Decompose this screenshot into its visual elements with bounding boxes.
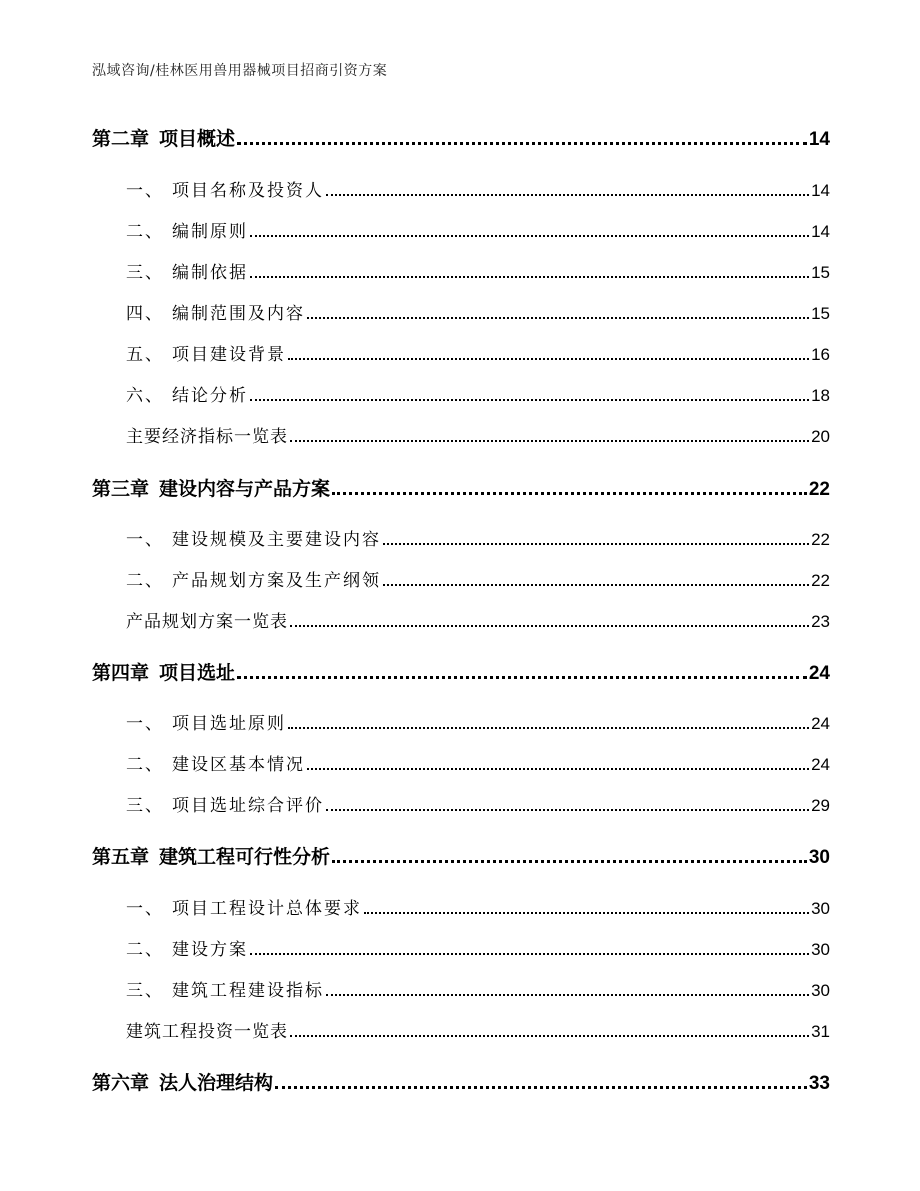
toc-section-number: 二、 <box>126 755 164 775</box>
toc-section-title: 建设区基本情况 <box>172 755 305 775</box>
toc-leader-dots <box>288 358 809 360</box>
toc-page-number: 14 <box>811 222 830 241</box>
toc-chapter-number: 第六章 <box>92 1072 150 1094</box>
toc-section[interactable] <box>126 935 830 959</box>
toc-section-number: 一、 <box>126 899 164 919</box>
toc-section-number: 二、 <box>126 571 164 591</box>
toc-leader-dots <box>237 142 807 145</box>
toc-section-title: 项目名称及投资人 <box>172 181 324 201</box>
toc-chapter-title: 项目概述 <box>159 128 236 150</box>
toc-chapter-title: 法人治理结构 <box>159 1072 274 1094</box>
toc-section-number: 三、 <box>126 981 164 1001</box>
toc-page-number: 14 <box>808 129 830 150</box>
toc-page-number: 30 <box>811 940 830 959</box>
toc-leader-dots <box>326 994 809 996</box>
toc-section-title: 项目选址原则 <box>172 714 286 734</box>
toc-leader-dots <box>275 1086 807 1089</box>
toc-leader-dots <box>290 1035 809 1037</box>
toc-page-number: 14 <box>811 181 830 200</box>
toc-section-title: 项目工程设计总体要求 <box>172 899 362 919</box>
toc-page-number: 22 <box>811 571 830 590</box>
toc-page-number: 20 <box>811 427 830 446</box>
toc-table-title: 建筑工程投资一览表 <box>126 1022 288 1042</box>
toc-page-number: 22 <box>811 530 830 549</box>
toc-chapter-4[interactable] <box>92 658 830 682</box>
toc-section-title: 建筑工程建设指标 <box>172 981 324 1001</box>
toc-table-entry[interactable] <box>126 607 830 631</box>
toc-leader-dots <box>250 276 809 278</box>
toc-table-title: 主要经济指标一览表 <box>126 427 288 447</box>
toc-section-number: 五、 <box>126 345 164 365</box>
toc-section-title: 编制范围及内容 <box>172 304 305 324</box>
toc-chapter-number: 第四章 <box>92 662 150 684</box>
toc-leader-dots <box>383 584 809 586</box>
toc-section[interactable] <box>126 525 830 549</box>
toc-page-number: 29 <box>811 796 830 815</box>
toc-section-number: 一、 <box>126 714 164 734</box>
toc-section-number: 四、 <box>126 304 164 324</box>
toc-section-title: 建设规模及主要建设内容 <box>172 530 381 550</box>
toc-chapter-title: 项目选址 <box>159 662 236 684</box>
page-header: 泓域咨询/桂林医用兽用器械项目招商引资方案 <box>92 63 388 79</box>
toc-section-title: 产品规划方案及生产纲领 <box>172 571 381 591</box>
toc-section-number: 三、 <box>126 263 164 283</box>
toc-leader-dots <box>250 399 809 401</box>
toc-chapter-title: 建筑工程可行性分析 <box>159 846 331 868</box>
toc-section[interactable] <box>126 976 830 1000</box>
toc-page-number: 18 <box>811 386 830 405</box>
toc-leader-dots <box>250 235 809 237</box>
toc-chapter-2[interactable] <box>92 124 830 148</box>
toc-leader-dots <box>383 543 809 545</box>
toc-page-number: 30 <box>808 847 830 868</box>
toc-page-number: 23 <box>811 612 830 631</box>
toc-leader-dots <box>237 676 807 679</box>
toc-leader-dots <box>288 727 809 729</box>
toc-chapter-6[interactable] <box>92 1068 830 1092</box>
toc-leader-dots <box>250 953 809 955</box>
toc-chapter-number: 第二章 <box>92 128 150 150</box>
toc-section-number: 三、 <box>126 796 164 816</box>
toc-leader-dots <box>364 912 809 914</box>
toc-page-number: 33 <box>808 1073 830 1094</box>
toc-leader-dots <box>332 860 807 863</box>
toc-chapter-number: 第三章 <box>92 478 150 500</box>
toc-section[interactable] <box>126 750 830 774</box>
toc-table-entry[interactable] <box>126 422 830 446</box>
toc-section[interactable] <box>126 566 830 590</box>
toc-section[interactable] <box>126 217 830 241</box>
toc-section-number: 二、 <box>126 940 164 960</box>
toc-section-number: 一、 <box>126 530 164 550</box>
toc-section-title: 编制依据 <box>172 263 248 283</box>
toc-leader-dots <box>326 194 809 196</box>
toc-section-number: 一、 <box>126 181 164 201</box>
toc-page-number: 22 <box>808 479 830 500</box>
toc-section[interactable] <box>126 791 830 815</box>
toc-chapter-number: 第五章 <box>92 846 150 868</box>
toc-leader-dots <box>326 809 809 811</box>
toc-section[interactable] <box>126 258 830 282</box>
toc-section[interactable] <box>126 709 830 733</box>
toc-page-number: 15 <box>811 304 830 323</box>
toc-leader-dots <box>307 768 809 770</box>
toc-leader-dots <box>290 440 809 442</box>
toc-section-title: 编制原则 <box>172 222 248 242</box>
toc-section-title: 结论分析 <box>172 386 248 406</box>
toc-chapter-5[interactable] <box>92 842 830 866</box>
toc-page-number: 30 <box>811 899 830 918</box>
toc-section-number: 二、 <box>126 222 164 242</box>
toc-leader-dots <box>290 625 809 627</box>
toc-page-number: 16 <box>811 345 830 364</box>
toc-chapter-3[interactable] <box>92 474 830 498</box>
toc-page-number: 30 <box>811 981 830 1000</box>
toc-section-title: 项目建设背景 <box>172 345 286 365</box>
toc-leader-dots <box>307 317 809 319</box>
toc-leader-dots <box>332 492 807 495</box>
toc-section[interactable] <box>126 299 830 323</box>
toc-section-title: 项目选址综合评价 <box>172 796 324 816</box>
toc-page-number: 24 <box>811 714 830 733</box>
toc-chapter-title: 建设内容与产品方案 <box>159 478 331 500</box>
toc-page-number: 24 <box>811 755 830 774</box>
toc-section[interactable] <box>126 340 830 364</box>
toc-section[interactable] <box>126 176 830 200</box>
toc-section-title: 建设方案 <box>172 940 248 960</box>
toc-section[interactable] <box>126 894 830 918</box>
toc-table-entry[interactable] <box>126 1017 830 1041</box>
toc-table-title: 产品规划方案一览表 <box>126 612 288 632</box>
toc-section-number: 六、 <box>126 386 164 406</box>
toc-section[interactable] <box>126 381 830 405</box>
toc-page-number: 31 <box>811 1022 830 1041</box>
toc-page-number: 15 <box>811 263 830 282</box>
toc-page-number: 24 <box>808 663 830 684</box>
